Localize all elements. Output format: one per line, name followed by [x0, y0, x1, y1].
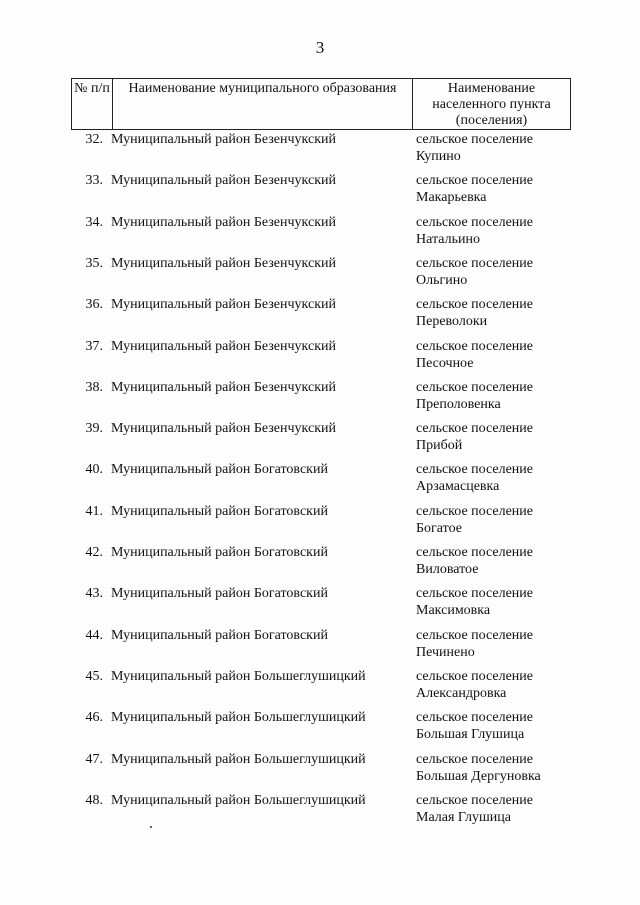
settlement-name: Макарьевка	[416, 190, 487, 206]
header-settlement: Наименование населенного пункта (поселения)	[412, 79, 570, 129]
row-municipality: Муниципальный район Безенчукский	[111, 338, 337, 354]
row-number: 42.	[85, 545, 103, 560]
row-municipality: Муниципальный район Богатовский	[111, 503, 328, 519]
row-municipality: Муниципальный район Безенчукский	[111, 421, 337, 437]
settlement-name: Богатое	[416, 520, 462, 536]
row-municipality: Муниципальный район Большеглушицкий	[111, 792, 366, 808]
row-settlement	[416, 792, 533, 826]
table-row	[71, 544, 571, 585]
row-settlement	[416, 503, 533, 537]
row-settlement	[416, 751, 541, 785]
row-number: 37.	[85, 338, 103, 354]
table-row	[71, 172, 571, 213]
settlement-type: сельское поселение	[416, 545, 533, 560]
header-municipality: Наименование муниципального образования	[112, 79, 412, 129]
settlement-type: сельское поселение	[416, 627, 533, 643]
row-municipality: Муниципальный район Безенчукский	[111, 173, 337, 189]
table-row	[71, 214, 571, 255]
row-number: 33.	[85, 173, 103, 189]
table-row	[71, 379, 571, 420]
settlement-type: сельское поселение	[416, 173, 533, 189]
row-municipality: Муниципальный район Безенчукский	[111, 214, 337, 230]
row-municipality: Муниципальный район Большеглушицкий	[111, 751, 366, 767]
row-settlement	[416, 131, 533, 165]
header-number: № п/п	[74, 81, 110, 96]
table-row	[71, 709, 571, 750]
table-row	[71, 420, 571, 461]
settlement-name: Виловатое	[416, 562, 479, 577]
row-settlement	[416, 296, 533, 330]
settlement-type: сельское поселение	[416, 297, 533, 313]
table-row	[71, 338, 571, 379]
settlement-type: сельское поселение	[416, 132, 533, 147]
row-number: 41.	[85, 503, 103, 519]
table-header	[71, 78, 571, 130]
row-settlement	[416, 668, 533, 702]
row-settlement	[416, 585, 533, 619]
settlement-type: сельское поселение	[416, 503, 533, 519]
settlement-name: Переволоки	[416, 314, 488, 330]
settlement-name: Большая Глушица	[416, 727, 525, 743]
settlement-name: Преполовенка	[416, 396, 501, 412]
row-number: 35.	[85, 255, 103, 271]
row-number: 43.	[85, 586, 103, 602]
row-municipality: Муниципальный район Богатовский	[111, 462, 328, 478]
row-number: 44.	[85, 627, 103, 643]
row-municipality: Муниципальный район Большеглушицкий	[111, 710, 366, 726]
table-row	[71, 131, 571, 172]
row-number: 36.	[85, 297, 103, 313]
row-number: 40.	[85, 462, 103, 478]
table-row	[71, 627, 571, 668]
table-row	[71, 585, 571, 626]
settlement-name: Максимовка	[416, 603, 491, 619]
row-number: 38.	[85, 379, 103, 395]
settlement-name: Большая Дергуновка	[416, 768, 541, 784]
row-municipality: Муниципальный район Безенчукский	[111, 379, 337, 395]
row-municipality: Муниципальный район Богатовский	[111, 545, 328, 560]
row-number: 48.	[85, 792, 103, 808]
row-settlement	[416, 420, 533, 454]
row-number: 46.	[85, 710, 103, 726]
settlement-type: сельское поселение	[416, 338, 533, 354]
row-settlement	[416, 214, 533, 248]
table-row	[71, 668, 571, 709]
row-municipality: Муниципальный район Богатовский	[111, 586, 328, 602]
settlement-type: сельское поселение	[416, 421, 533, 437]
settlement-type: сельское поселение	[416, 751, 533, 767]
settlement-type: сельское поселение	[416, 214, 533, 230]
row-number: 45.	[85, 668, 103, 684]
table-row	[71, 461, 571, 502]
row-settlement	[416, 461, 533, 495]
settlement-name: Малая Глушица	[416, 809, 511, 825]
row-number: 34.	[85, 214, 103, 230]
settlement-name: Натальино	[416, 231, 480, 247]
settlement-name: Печинено	[416, 644, 475, 660]
row-settlement	[416, 709, 533, 743]
row-number: 47.	[85, 751, 103, 767]
row-municipality: Муниципальный район Большеглушицкий	[111, 668, 366, 684]
settlement-type: сельское поселение	[416, 255, 533, 271]
scan-speck	[150, 826, 152, 828]
settlement-name: Прибой	[416, 438, 463, 454]
row-number: 39.	[85, 421, 103, 437]
settlement-name: Купино	[416, 149, 461, 164]
table-row	[71, 296, 571, 337]
row-settlement	[416, 627, 533, 661]
row-settlement	[416, 544, 533, 578]
settlement-type: сельское поселение	[416, 792, 533, 808]
settlement-name: Арзамасцевка	[416, 479, 500, 495]
settlement-type: сельское поселение	[416, 462, 533, 478]
table-row	[71, 751, 571, 792]
row-settlement	[416, 338, 533, 372]
settlement-type: сельское поселение	[416, 379, 533, 395]
page-number: 3	[315, 38, 325, 57]
row-municipality: Муниципальный район Безенчукский	[111, 297, 337, 313]
row-municipality: Муниципальный район Безенчукский	[111, 132, 337, 147]
row-settlement	[416, 379, 533, 413]
row-settlement	[416, 255, 533, 289]
settlement-type: сельское поселение	[416, 710, 533, 726]
settlement-type: сельское поселение	[416, 668, 533, 684]
table-row	[71, 255, 571, 296]
settlement-name: Александровка	[416, 685, 507, 701]
settlement-name: Песочное	[416, 355, 474, 371]
row-number: 32.	[85, 132, 103, 147]
table-row	[71, 503, 571, 544]
settlement-name: Ольгино	[416, 272, 468, 288]
row-municipality: Муниципальный район Богатовский	[111, 627, 328, 643]
row-settlement	[416, 172, 533, 206]
row-municipality: Муниципальный район Безенчукский	[111, 255, 337, 271]
table-row	[71, 792, 571, 833]
settlement-type: сельское поселение	[416, 586, 533, 602]
